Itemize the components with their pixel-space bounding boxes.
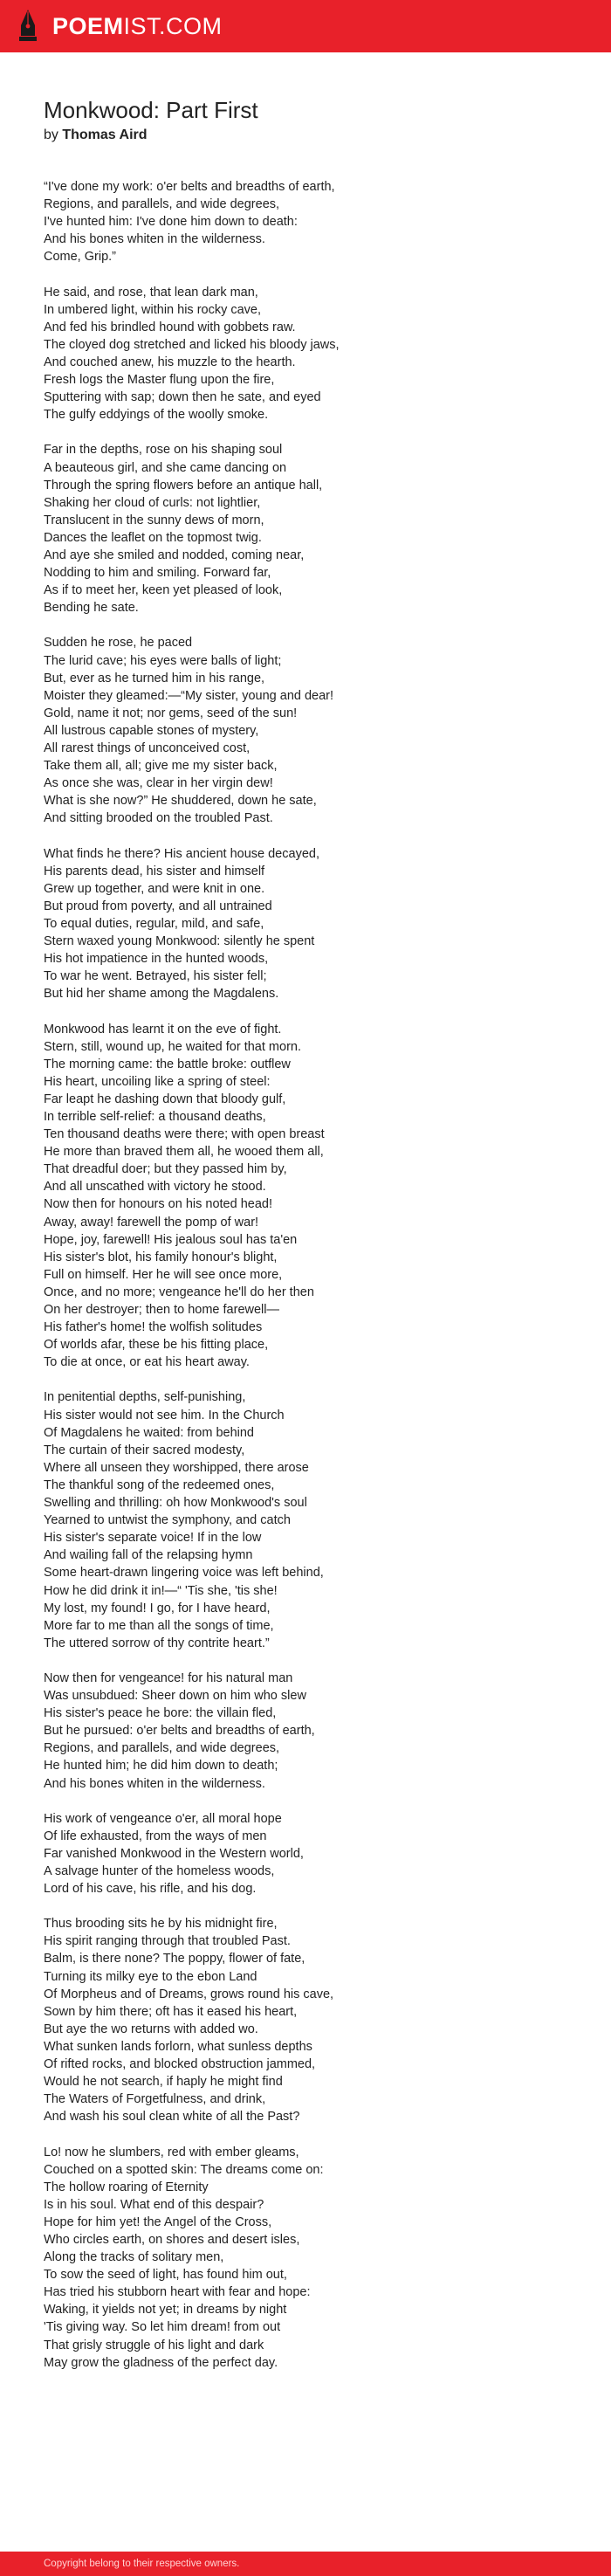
poem-line: Stern waxed young Monkwood: silently he spent [44,934,315,949]
poem-line: But, ever as he turned him in his range, [44,671,265,685]
poem-line: Far leapt he dashing down that bloody gulf, [44,1092,286,1106]
poem-stanza [44,284,585,424]
poem-line: And sitting brooded on the troubled Past. [44,811,273,826]
poem-line: 'Tis giving way. So let him dream! from out [44,2320,281,2335]
poem-line: All rarest things of unconceived cost, [44,741,251,755]
poem-line: To die at once, or eat his heart away. [44,1355,250,1370]
poem-line: “I've done my work: o'er belts and breadths of earth, [44,180,335,194]
poem-line: His hot impatience in the hunted woods, [44,952,269,967]
poem-line: And wash his soul clean white of all the Past? [44,2110,300,2125]
poem-byline [44,126,585,145]
poem-line: And couched anew, his muzzle to the hearth. [44,355,296,369]
poem-line: Turning its milky eye to the ebon Land [44,1969,257,1984]
poem-line: Dances the leaflet on the topmost twig. [44,530,262,545]
poem-line: That dreadful doer; but they passed him by, [44,1162,287,1177]
poem-line: As once she was, clear in her virgin dew! [44,776,273,791]
logo-light-text: IST.COM [123,13,223,39]
poem-line: The curtain of their sacred modesty, [44,1443,245,1457]
poem-line: Has tried his stubborn heart with fear and hope: [44,2285,311,2300]
poem-line: But aye the wo returns with added wo. [44,2022,258,2036]
poem-line: His sister's blot, his family honour's blight, [44,1250,278,1264]
poem-line: In umbered light, within his rocky cave, [44,302,262,317]
poem-line: Some heart-drawn lingering voice was left behind, [44,1566,324,1581]
site-logo[interactable] [17,9,223,44]
poem-line: But hid her shame among the Magdalens. [44,987,279,1002]
site-header [0,0,611,52]
poem-content [44,94,585,2389]
poem-line: His work of vengeance o'er, all moral hope [44,1811,282,1826]
poem-line: The cloyed dog stretched and licked his bloody jaws, [44,337,340,352]
poem-line: But he pursued: o'er belts and breadths of earth, [44,1724,315,1739]
poem-line: Ten thousand deaths were there; with open breast [44,1127,325,1142]
poem-line: Of life exhausted, from the ways of men [44,1829,267,1843]
poem-line: Of Magdalens he waited: from behind [44,1425,254,1440]
poem-line: And all unscathed with victory he stood. [44,1180,266,1195]
site-footer [0,2552,611,2576]
poem-line: What sunken lands forlorn, what sunless depths [44,2039,312,2054]
poem-line: Waking, it yields not yet; in dreams by night [44,2303,287,2318]
poem-line: Swelling and thrilling: oh how Monkwood's soul [44,1496,307,1511]
poem-line: Moister they gleamed:—“My sister, young and dear! [44,688,334,703]
poem-line: Now then for vengeance! for his natural man [44,1670,293,1685]
poem-line: But proud from poverty, and all untrained [44,899,272,913]
poem-line: The Waters of Forgetfulness, and drink, [44,2092,266,2107]
poem-line: He said, and rose, that lean dark man, [44,285,258,300]
poem-line: His sister would not see him. In the Church [44,1408,285,1422]
poem-stanza [44,441,585,616]
poem-line: And his bones whiten in the wilderness. [44,232,265,247]
poem-line: A salvage hunter of the homeless woods, [44,1864,275,1878]
poem-line: His spirit ranging through that troubled Past. [44,1934,291,1949]
poem-line: Sputtering with sap; down then he sate, and eyed [44,390,321,405]
poem-line: Away, away! farewell the pomp of war! [44,1215,259,1229]
poem-line: Regions, and parallels, and wide degrees, [44,197,280,212]
poem-stanza [44,1670,585,1793]
poem-stanza [44,1810,585,1898]
poem-stanza [44,1915,585,2125]
poem-author[interactable]: Thomas Aird [62,127,148,142]
logo-bold-text: POEM [52,13,124,39]
poem-line: Gold, name it not; nor gems, seed of the sun! [44,706,298,720]
poem-line: On her destroyer; then to home farewell— [44,1303,279,1317]
poem-line: The hollow roaring of Eternity [44,2180,209,2194]
poem-line: Who circles earth, on shores and desert isles, [44,2232,300,2247]
poem-line: Shaking her cloud of curls: not lightlier, [44,495,261,510]
poem-line: Balm, is there none? The poppy, flower of fate, [44,1952,306,1966]
poem-line: Thus brooding sits he by his midnight fire, [44,1917,278,1932]
poem-line: Was unsubdued: Sheer down on him who slew [44,1689,306,1704]
logo-wordmark [52,9,223,44]
poem-line: Where all unseen they worshipped, there arose [44,1460,309,1475]
poem-line: His sister's peace he bore: the villain fled, [44,1706,277,1721]
poem-line: Far vanished Monkwood in the Western world, [44,1846,304,1861]
poem-line: The morning came: the battle broke: outflew [44,1057,291,1071]
poem-line: As if to meet her, keen yet pleased of look, [44,583,283,598]
poem-line: Full on himself. Her he will see once more, [44,1267,283,1282]
poem-line: Now then for honours on his noted head! [44,1197,272,1212]
poem-line: Fresh logs the Master flung upon the fire, [44,373,275,388]
poem-line: His parents dead, his sister and himself [44,864,265,878]
poem-line: My lost, my found! I go, for I have heard, [44,1601,271,1615]
poem-line: To sow the seed of light, has found him out, [44,2268,287,2283]
poem-stanza [44,634,585,827]
poem-line: All lustrous capable stones of mystery, [44,723,259,738]
poem-line: The thankful song of the redeemed ones, [44,1477,275,1492]
by-label: by [44,127,58,142]
poem-line: And fed his brindled hound with gobbets raw. [44,320,296,334]
poem-line: That grisly struggle of his light and dark [44,2338,264,2352]
poem-line: Yearned to untwist the symphony, and catch [44,1513,291,1528]
poem-line: Come, Grip.” [44,250,116,265]
poem-line: Hope for him yet! the Angel of the Cross, [44,2214,272,2229]
poem-line: Nodding to him and smiling. Forward far, [44,566,271,581]
poem-stanza [44,178,585,265]
poem-line: Sown by him there; oft has it eased his heart, [44,2004,298,2019]
poem-line: May grow the gladness of the perfect day. [44,2355,278,2370]
poem-line: Monkwood has learnt it on the eve of fight. [44,1022,282,1037]
poem-line: I've hunted him: I've done him down to death: [44,215,298,230]
poem-stanza [44,1388,585,1651]
poem-line: Regions, and parallels, and wide degrees, [44,1741,280,1756]
poem-line: Grew up together, and were knit in one. [44,881,265,896]
poem-line: More far to me than all the songs of time, [44,1618,274,1633]
poem-line: Translucent in the sunny dews of morn, [44,513,264,527]
poem-line: And aye she smiled and nodded, coming near, [44,548,305,562]
poem-line: He hunted him; he did him down to death; [44,1759,278,1774]
poem-line: The uttered sorrow of thy contrite heart.” [44,1636,270,1650]
poem-line: And wailing fall of the relapsing hymn [44,1548,253,1563]
poem-line: Of rifted rocks, and blocked obstruction jammed, [44,2057,316,2072]
poem-line: What finds he there? His ancient house decayed, [44,846,319,861]
poem-line: Of worlds afar, these be his fitting place, [44,1338,269,1353]
poem-line: Take them all, all; give me my sister back, [44,759,278,774]
poem-stanza [44,1021,585,1372]
poem-line: He more than braved them all, he wooed them all, [44,1145,324,1160]
pen-nib-icon [17,10,38,43]
poem-line: Through the spring flowers before an antique hall, [44,478,323,492]
poem-line: Sudden he rose, he paced [44,636,193,651]
poem-line: To war he went. Betrayed, his sister fell; [44,969,267,984]
poem-line: In terrible self-relief: a thousand deaths, [44,1109,266,1124]
poem-line: Would he not search, if haply he might find [44,2075,283,2090]
poem-line: His heart, uncoiling like a spring of steel: [44,1074,271,1089]
poem-line: Hope, joy, farewell! His jealous soul has ta'en [44,1232,298,1247]
poem-stanza [44,845,585,1003]
poem-line: In penitential depths, self-punishing, [44,1390,246,1405]
poem-line: His father's home! the wolfish solitudes [44,1320,263,1335]
poem-line: Along the tracks of solitary men, [44,2250,224,2265]
poem-body [44,178,585,2372]
poem-title: Monkwood: Part First [44,97,258,123]
poem-line: Couched on a spotted skin: The dreams come on: [44,2162,324,2177]
poem-line: Far in the depths, rose on his shaping soul [44,443,283,458]
poem-line: Stern, still, wound up, he waited for that morn. [44,1039,301,1054]
copyright-notice: Copyright belong to their respective owners. [44,2559,240,2569]
poem-stanza [44,2144,585,2372]
poem-line: Once, and no more; vengeance he'll do her then [44,1285,314,1299]
poem-line: A beauteous girl, and she came dancing on [44,460,287,475]
poem-line: Bending he sate. [44,601,139,616]
poem-line: Is in his soul. What end of this despair? [44,2197,264,2212]
poem-line: Lord of his cave, his rifle, and his dog. [44,1882,257,1897]
poem-line: To equal duties, regular, mild, and safe, [44,916,264,931]
poem-line: What is she now?” He shuddered, down he sate, [44,794,317,809]
poem-line: Of Morpheus and of Dreams, grows round his cave, [44,1987,334,2001]
poem-line: The lurid cave; his eyes were balls of light; [44,653,282,668]
poem-line: Lo! now he slumbers, red with ember gleams, [44,2145,299,2159]
poem-line: The gulfy eddyings of the woolly smoke. [44,408,269,423]
poem-line: And his bones whiten in the wilderness. [44,1776,265,1791]
poem-line: His sister's separate voice! If in the low [44,1531,262,1546]
poem-line: How he did drink it in!—“ 'Tis she, 'tis she! [44,1583,278,1598]
